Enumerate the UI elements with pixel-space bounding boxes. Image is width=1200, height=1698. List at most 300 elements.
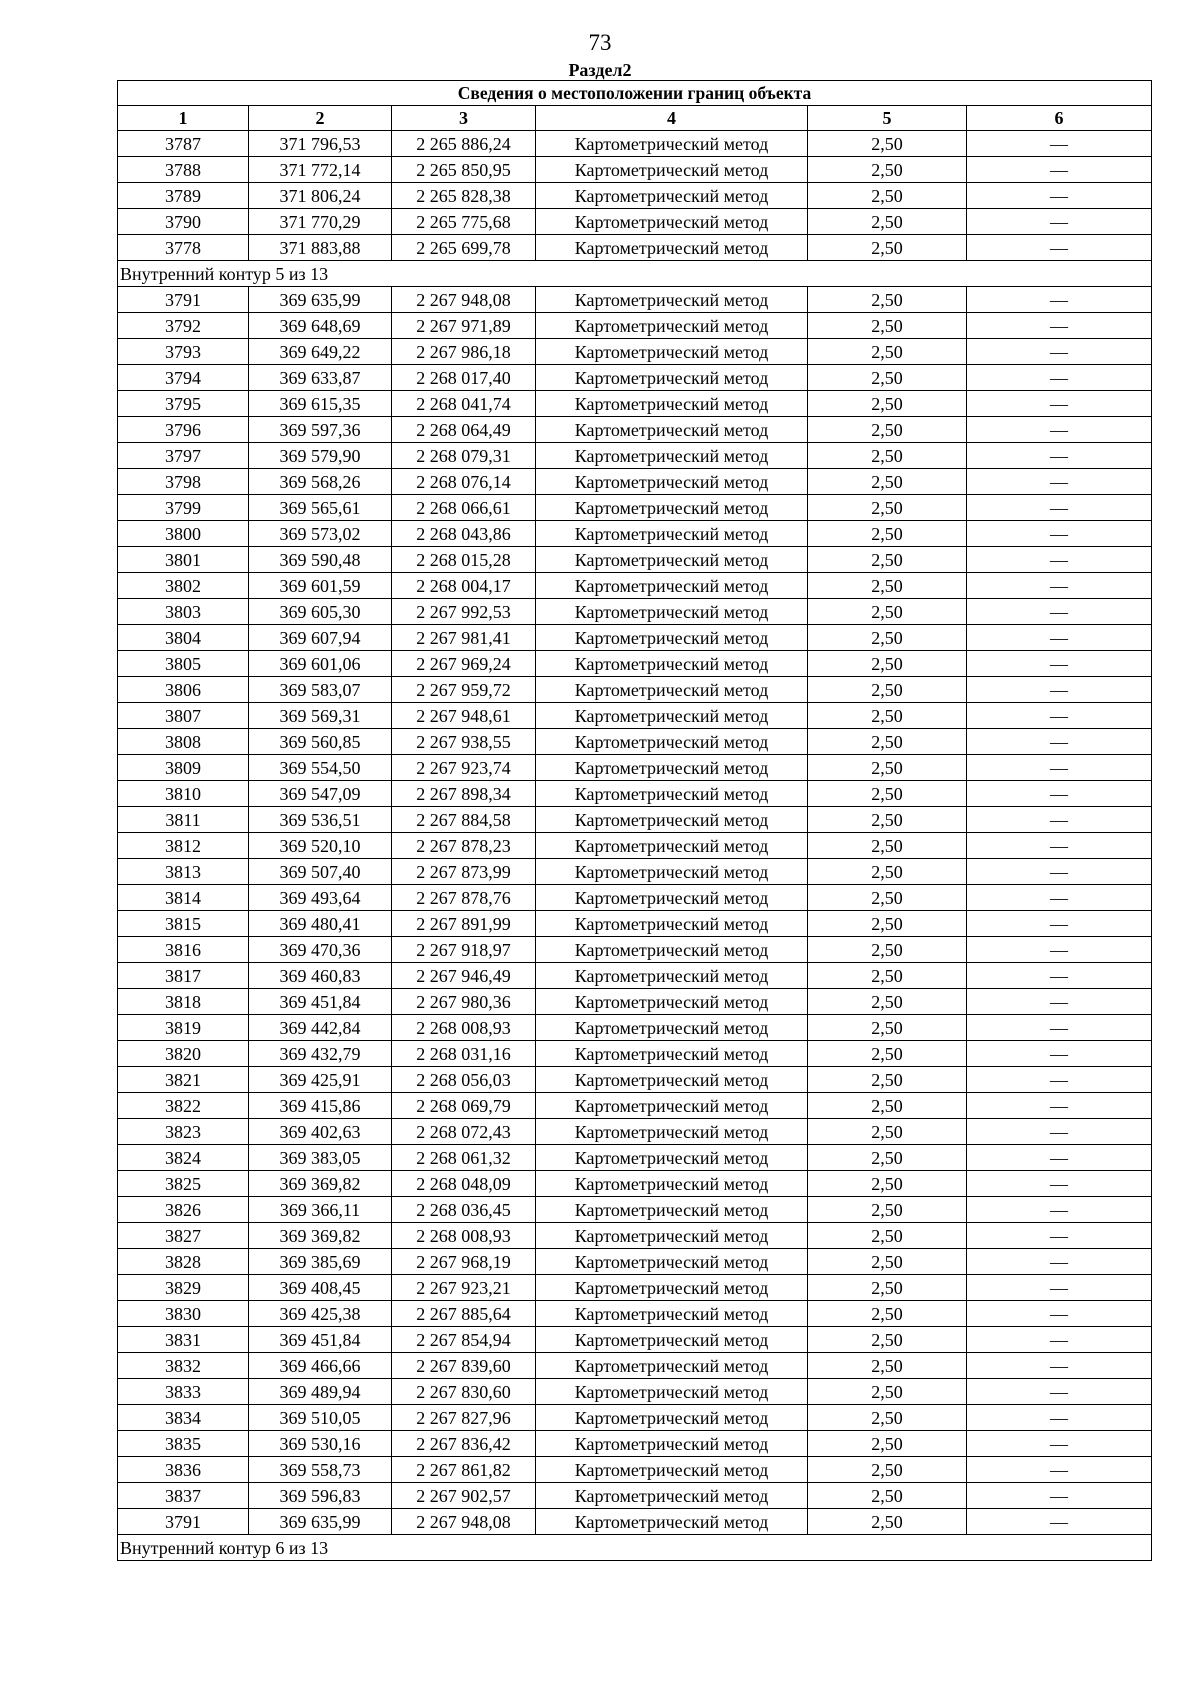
x-coordinate-cell: 369 579,90 [249, 443, 392, 469]
x-coordinate-cell: 369 470,36 [249, 937, 392, 963]
y-coordinate-cell: 2 267 948,08 [392, 1509, 536, 1535]
y-coordinate-cell: 2 267 873,99 [392, 859, 536, 885]
x-coordinate-cell: 369 633,87 [249, 365, 392, 391]
y-coordinate-cell: 2 268 015,28 [392, 547, 536, 573]
table-row [118, 781, 1152, 807]
y-coordinate-cell: 2 267 898,34 [392, 781, 536, 807]
y-coordinate-cell: 2 267 959,72 [392, 677, 536, 703]
method-cell: Картометрический метод [536, 1431, 808, 1457]
accuracy-cell: 2,50 [808, 131, 967, 157]
accuracy-cell: 2,50 [808, 521, 967, 547]
method-cell: Картометрический метод [536, 287, 808, 313]
y-coordinate-cell: 2 267 986,18 [392, 339, 536, 365]
description-cell: — [967, 1457, 1152, 1483]
y-coordinate-cell: 2 267 923,74 [392, 755, 536, 781]
point-number-cell: 3793 [118, 339, 249, 365]
table-row [118, 911, 1152, 937]
description-cell: — [967, 1379, 1152, 1405]
table-row [118, 1457, 1152, 1483]
point-number-cell: 3819 [118, 1015, 249, 1041]
accuracy-cell: 2,50 [808, 807, 967, 833]
y-coordinate-cell: 2 268 072,43 [392, 1119, 536, 1145]
y-coordinate-cell: 2 267 981,41 [392, 625, 536, 651]
point-number-cell: 3822 [118, 1093, 249, 1119]
description-cell: — [967, 183, 1152, 209]
description-cell: — [967, 625, 1152, 651]
point-number-cell: 3809 [118, 755, 249, 781]
description-cell: — [967, 391, 1152, 417]
point-number-cell: 3836 [118, 1457, 249, 1483]
x-coordinate-cell: 371 806,24 [249, 183, 392, 209]
x-coordinate-cell: 369 369,82 [249, 1223, 392, 1249]
accuracy-cell: 2,50 [808, 287, 967, 313]
method-cell: Картометрический метод [536, 1301, 808, 1327]
method-cell: Картометрический метод [536, 1457, 808, 1483]
point-number-cell: 3805 [118, 651, 249, 677]
table-caption: Сведения о местоположении границ объекта [118, 81, 1152, 106]
column-header: 3 [392, 106, 536, 131]
y-coordinate-cell: 2 267 854,94 [392, 1327, 536, 1353]
description-cell: — [967, 547, 1152, 573]
table-row [118, 703, 1152, 729]
x-coordinate-cell: 369 597,36 [249, 417, 392, 443]
accuracy-cell: 2,50 [808, 937, 967, 963]
x-coordinate-cell: 369 635,99 [249, 1509, 392, 1535]
table-row [118, 1145, 1152, 1171]
table-row [118, 833, 1152, 859]
accuracy-cell: 2,50 [808, 1041, 967, 1067]
x-coordinate-cell: 369 601,06 [249, 651, 392, 677]
accuracy-cell: 2,50 [808, 911, 967, 937]
description-cell: — [967, 1093, 1152, 1119]
point-number-cell: 3829 [118, 1275, 249, 1301]
boundary-coordinates-table [117, 80, 1152, 1561]
method-cell: Картометрический метод [536, 911, 808, 937]
method-cell: Картометрический метод [536, 1145, 808, 1171]
table-row [118, 313, 1152, 339]
x-coordinate-cell: 369 568,26 [249, 469, 392, 495]
point-number-cell: 3812 [118, 833, 249, 859]
method-cell: Картометрический метод [536, 1249, 808, 1275]
y-coordinate-cell: 2 268 056,03 [392, 1067, 536, 1093]
description-cell: — [967, 1041, 1152, 1067]
accuracy-cell: 2,50 [808, 677, 967, 703]
contour-section-label: Внутренний контур 5 из 13 [118, 261, 1152, 287]
table-row [118, 1483, 1152, 1509]
table-row [118, 651, 1152, 677]
x-coordinate-cell: 369 510,05 [249, 1405, 392, 1431]
table-row [118, 131, 1152, 157]
y-coordinate-cell: 2 268 069,79 [392, 1093, 536, 1119]
table-row [118, 1509, 1152, 1535]
accuracy-cell: 2,50 [808, 989, 967, 1015]
x-coordinate-cell: 369 536,51 [249, 807, 392, 833]
point-number-cell: 3835 [118, 1431, 249, 1457]
accuracy-cell: 2,50 [808, 1301, 967, 1327]
method-cell: Картометрический метод [536, 1405, 808, 1431]
column-header: 4 [536, 106, 808, 131]
description-cell: — [967, 1483, 1152, 1509]
description-cell: — [967, 989, 1152, 1015]
point-number-cell: 3804 [118, 625, 249, 651]
y-coordinate-cell: 2 267 980,36 [392, 989, 536, 1015]
y-coordinate-cell: 2 268 036,45 [392, 1197, 536, 1223]
x-coordinate-cell: 369 451,84 [249, 989, 392, 1015]
y-coordinate-cell: 2 267 836,42 [392, 1431, 536, 1457]
table-row [118, 339, 1152, 365]
y-coordinate-cell: 2 267 971,89 [392, 313, 536, 339]
x-coordinate-cell: 369 569,31 [249, 703, 392, 729]
point-number-cell: 3791 [118, 287, 249, 313]
x-coordinate-cell: 369 383,05 [249, 1145, 392, 1171]
accuracy-cell: 2,50 [808, 547, 967, 573]
accuracy-cell: 2,50 [808, 1223, 967, 1249]
point-number-cell: 3821 [118, 1067, 249, 1093]
accuracy-cell: 2,50 [808, 1405, 967, 1431]
column-header: 5 [808, 106, 967, 131]
method-cell: Картометрический метод [536, 469, 808, 495]
method-cell: Картометрический метод [536, 521, 808, 547]
point-number-cell: 3815 [118, 911, 249, 937]
x-coordinate-cell: 369 507,40 [249, 859, 392, 885]
point-number-cell: 3788 [118, 157, 249, 183]
point-number-cell: 3778 [118, 235, 249, 261]
x-coordinate-cell: 369 596,83 [249, 1483, 392, 1509]
accuracy-cell: 2,50 [808, 651, 967, 677]
method-cell: Картометрический метод [536, 1197, 808, 1223]
point-number-cell: 3797 [118, 443, 249, 469]
column-header-row [118, 106, 1152, 131]
y-coordinate-cell: 2 267 878,76 [392, 885, 536, 911]
accuracy-cell: 2,50 [808, 495, 967, 521]
method-cell: Картометрический метод [536, 1483, 808, 1509]
y-coordinate-cell: 2 267 885,64 [392, 1301, 536, 1327]
method-cell: Картометрический метод [536, 937, 808, 963]
table-row [118, 625, 1152, 651]
accuracy-cell: 2,50 [808, 755, 967, 781]
x-coordinate-cell: 369 366,11 [249, 1197, 392, 1223]
method-cell: Картометрический метод [536, 1275, 808, 1301]
y-coordinate-cell: 2 268 079,31 [392, 443, 536, 469]
table-caption-row [118, 81, 1152, 106]
method-cell: Картометрический метод [536, 209, 808, 235]
x-coordinate-cell: 369 554,50 [249, 755, 392, 781]
table-row [118, 443, 1152, 469]
y-coordinate-cell: 2 268 066,61 [392, 495, 536, 521]
method-cell: Картометрический метод [536, 547, 808, 573]
method-cell: Картометрический метод [536, 1509, 808, 1535]
description-cell: — [967, 1431, 1152, 1457]
point-number-cell: 3810 [118, 781, 249, 807]
accuracy-cell: 2,50 [808, 443, 967, 469]
point-number-cell: 3798 [118, 469, 249, 495]
x-coordinate-cell: 369 385,69 [249, 1249, 392, 1275]
method-cell: Картометрический метод [536, 157, 808, 183]
method-cell: Картометрический метод [536, 391, 808, 417]
description-cell: — [967, 599, 1152, 625]
accuracy-cell: 2,50 [808, 1275, 967, 1301]
description-cell: — [967, 807, 1152, 833]
x-coordinate-cell: 369 635,99 [249, 287, 392, 313]
description-cell: — [967, 781, 1152, 807]
description-cell: — [967, 1405, 1152, 1431]
method-cell: Картометрический метод [536, 1119, 808, 1145]
description-cell: — [967, 833, 1152, 859]
description-cell: — [967, 651, 1152, 677]
x-coordinate-cell: 369 408,45 [249, 1275, 392, 1301]
description-cell: — [967, 313, 1152, 339]
section-title: Раздел2 [568, 60, 632, 80]
point-number-cell: 3817 [118, 963, 249, 989]
y-coordinate-cell: 2 268 004,17 [392, 573, 536, 599]
accuracy-cell: 2,50 [808, 963, 967, 989]
description-cell: — [967, 885, 1152, 911]
description-cell: — [967, 937, 1152, 963]
table-row [118, 1119, 1152, 1145]
description-cell: — [967, 521, 1152, 547]
table-row [118, 599, 1152, 625]
x-coordinate-cell: 369 560,85 [249, 729, 392, 755]
point-number-cell: 3801 [118, 547, 249, 573]
point-number-cell: 3834 [118, 1405, 249, 1431]
table-row [118, 1379, 1152, 1405]
accuracy-cell: 2,50 [808, 157, 967, 183]
accuracy-cell: 2,50 [808, 1171, 967, 1197]
method-cell: Картометрический метод [536, 1223, 808, 1249]
y-coordinate-cell: 2 267 891,99 [392, 911, 536, 937]
table-row [118, 989, 1152, 1015]
description-cell: — [967, 365, 1152, 391]
x-coordinate-cell: 371 770,29 [249, 209, 392, 235]
y-coordinate-cell: 2 268 041,74 [392, 391, 536, 417]
y-coordinate-cell: 2 268 008,93 [392, 1015, 536, 1041]
table-row [118, 1275, 1152, 1301]
y-coordinate-cell: 2 267 878,23 [392, 833, 536, 859]
point-number-cell: 3803 [118, 599, 249, 625]
y-coordinate-cell: 2 267 948,61 [392, 703, 536, 729]
method-cell: Картометрический метод [536, 989, 808, 1015]
method-cell: Картометрический метод [536, 807, 808, 833]
table-row [118, 1405, 1152, 1431]
x-coordinate-cell: 369 573,02 [249, 521, 392, 547]
table-row [118, 1171, 1152, 1197]
accuracy-cell: 2,50 [808, 1067, 967, 1093]
accuracy-cell: 2,50 [808, 1119, 967, 1145]
description-cell: — [967, 729, 1152, 755]
point-number-cell: 3794 [118, 365, 249, 391]
accuracy-cell: 2,50 [808, 885, 967, 911]
accuracy-cell: 2,50 [808, 235, 967, 261]
point-number-cell: 3789 [118, 183, 249, 209]
y-coordinate-cell: 2 267 923,21 [392, 1275, 536, 1301]
x-coordinate-cell: 369 415,86 [249, 1093, 392, 1119]
y-coordinate-cell: 2 267 992,53 [392, 599, 536, 625]
accuracy-cell: 2,50 [808, 1093, 967, 1119]
x-coordinate-cell: 371 883,88 [249, 235, 392, 261]
accuracy-cell: 2,50 [808, 391, 967, 417]
x-coordinate-cell: 369 547,09 [249, 781, 392, 807]
accuracy-cell: 2,50 [808, 1431, 967, 1457]
x-coordinate-cell: 369 369,82 [249, 1171, 392, 1197]
column-header: 1 [118, 106, 249, 131]
table-row [118, 235, 1152, 261]
description-cell: — [967, 131, 1152, 157]
y-coordinate-cell: 2 267 918,97 [392, 937, 536, 963]
accuracy-cell: 2,50 [808, 781, 967, 807]
description-cell: — [967, 417, 1152, 443]
table-row [118, 547, 1152, 573]
y-coordinate-cell: 2 268 017,40 [392, 365, 536, 391]
accuracy-cell: 2,50 [808, 313, 967, 339]
method-cell: Картометрический метод [536, 885, 808, 911]
y-coordinate-cell: 2 267 861,82 [392, 1457, 536, 1483]
point-number-cell: 3814 [118, 885, 249, 911]
y-coordinate-cell: 2 267 884,58 [392, 807, 536, 833]
description-cell: — [967, 469, 1152, 495]
accuracy-cell: 2,50 [808, 1379, 967, 1405]
method-cell: Картометрический метод [536, 495, 808, 521]
table-row [118, 1067, 1152, 1093]
accuracy-cell: 2,50 [808, 339, 967, 365]
method-cell: Картометрический метод [536, 1041, 808, 1067]
x-coordinate-cell: 369 605,30 [249, 599, 392, 625]
description-cell: — [967, 755, 1152, 781]
method-cell: Картометрический метод [536, 1067, 808, 1093]
method-cell: Картометрический метод [536, 1327, 808, 1353]
y-coordinate-cell: 2 267 968,19 [392, 1249, 536, 1275]
point-number-cell: 3837 [118, 1483, 249, 1509]
point-number-cell: 3790 [118, 209, 249, 235]
method-cell: Картометрический метод [536, 755, 808, 781]
point-number-cell: 3833 [118, 1379, 249, 1405]
x-coordinate-cell: 369 480,41 [249, 911, 392, 937]
table-row [118, 183, 1152, 209]
y-coordinate-cell: 2 265 699,78 [392, 235, 536, 261]
table-row [118, 807, 1152, 833]
contour-section-row [118, 261, 1152, 287]
accuracy-cell: 2,50 [808, 1145, 967, 1171]
method-cell: Картометрический метод [536, 1353, 808, 1379]
x-coordinate-cell: 369 425,91 [249, 1067, 392, 1093]
x-coordinate-cell: 369 466,66 [249, 1353, 392, 1379]
table-row [118, 963, 1152, 989]
x-coordinate-cell: 369 493,64 [249, 885, 392, 911]
accuracy-cell: 2,50 [808, 625, 967, 651]
method-cell: Картометрический метод [536, 781, 808, 807]
x-coordinate-cell: 369 520,10 [249, 833, 392, 859]
y-coordinate-cell: 2 267 839,60 [392, 1353, 536, 1379]
description-cell: — [967, 287, 1152, 313]
table-row [118, 1197, 1152, 1223]
table-row [118, 391, 1152, 417]
table-row [118, 755, 1152, 781]
point-number-cell: 3823 [118, 1119, 249, 1145]
table-row [118, 469, 1152, 495]
y-coordinate-cell: 2 267 946,49 [392, 963, 536, 989]
description-cell: — [967, 573, 1152, 599]
table-row [118, 1015, 1152, 1041]
y-coordinate-cell: 2 268 061,32 [392, 1145, 536, 1171]
table-row [118, 1431, 1152, 1457]
description-cell: — [967, 1353, 1152, 1379]
y-coordinate-cell: 2 265 886,24 [392, 131, 536, 157]
x-coordinate-cell: 369 583,07 [249, 677, 392, 703]
accuracy-cell: 2,50 [808, 1457, 967, 1483]
y-coordinate-cell: 2 268 076,14 [392, 469, 536, 495]
point-number-cell: 3792 [118, 313, 249, 339]
description-cell: — [967, 1197, 1152, 1223]
point-number-cell: 3830 [118, 1301, 249, 1327]
description-cell: — [967, 677, 1152, 703]
description-cell: — [967, 1145, 1152, 1171]
accuracy-cell: 2,50 [808, 183, 967, 209]
point-number-cell: 3825 [118, 1171, 249, 1197]
point-number-cell: 3816 [118, 937, 249, 963]
table-row [118, 1249, 1152, 1275]
description-cell: — [967, 911, 1152, 937]
accuracy-cell: 2,50 [808, 859, 967, 885]
point-number-cell: 3820 [118, 1041, 249, 1067]
x-coordinate-cell: 369 590,48 [249, 547, 392, 573]
table-row [118, 1353, 1152, 1379]
table-row [118, 885, 1152, 911]
point-number-cell: 3807 [118, 703, 249, 729]
contour-section-row [118, 1535, 1152, 1561]
method-cell: Картометрический метод [536, 313, 808, 339]
description-cell: — [967, 1171, 1152, 1197]
y-coordinate-cell: 2 267 938,55 [392, 729, 536, 755]
description-cell: — [967, 209, 1152, 235]
description-cell: — [967, 235, 1152, 261]
method-cell: Картометрический метод [536, 1379, 808, 1405]
x-coordinate-cell: 369 402,63 [249, 1119, 392, 1145]
method-cell: Картометрический метод [536, 339, 808, 365]
table-row [118, 495, 1152, 521]
point-number-cell: 3828 [118, 1249, 249, 1275]
x-coordinate-cell: 371 772,14 [249, 157, 392, 183]
description-cell: — [967, 1275, 1152, 1301]
y-coordinate-cell: 2 267 830,60 [392, 1379, 536, 1405]
description-cell: — [967, 859, 1152, 885]
point-number-cell: 3802 [118, 573, 249, 599]
x-coordinate-cell: 369 601,59 [249, 573, 392, 599]
point-number-cell: 3808 [118, 729, 249, 755]
column-header: 2 [249, 106, 392, 131]
method-cell: Картометрический метод [536, 131, 808, 157]
table-row [118, 859, 1152, 885]
description-cell: — [967, 1301, 1152, 1327]
point-number-cell: 3818 [118, 989, 249, 1015]
y-coordinate-cell: 2 268 008,93 [392, 1223, 536, 1249]
description-cell: — [967, 963, 1152, 989]
y-coordinate-cell: 2 267 969,24 [392, 651, 536, 677]
description-cell: — [967, 157, 1152, 183]
point-number-cell: 3826 [118, 1197, 249, 1223]
y-coordinate-cell: 2 268 031,16 [392, 1041, 536, 1067]
method-cell: Картометрический метод [536, 963, 808, 989]
y-coordinate-cell: 2 267 948,08 [392, 287, 536, 313]
method-cell: Картометрический метод [536, 417, 808, 443]
table-row [118, 417, 1152, 443]
description-cell: — [967, 495, 1152, 521]
accuracy-cell: 2,50 [808, 1015, 967, 1041]
accuracy-cell: 2,50 [808, 417, 967, 443]
y-coordinate-cell: 2 267 902,57 [392, 1483, 536, 1509]
table-row [118, 1301, 1152, 1327]
x-coordinate-cell: 369 451,84 [249, 1327, 392, 1353]
method-cell: Картометрический метод [536, 859, 808, 885]
y-coordinate-cell: 2 267 827,96 [392, 1405, 536, 1431]
